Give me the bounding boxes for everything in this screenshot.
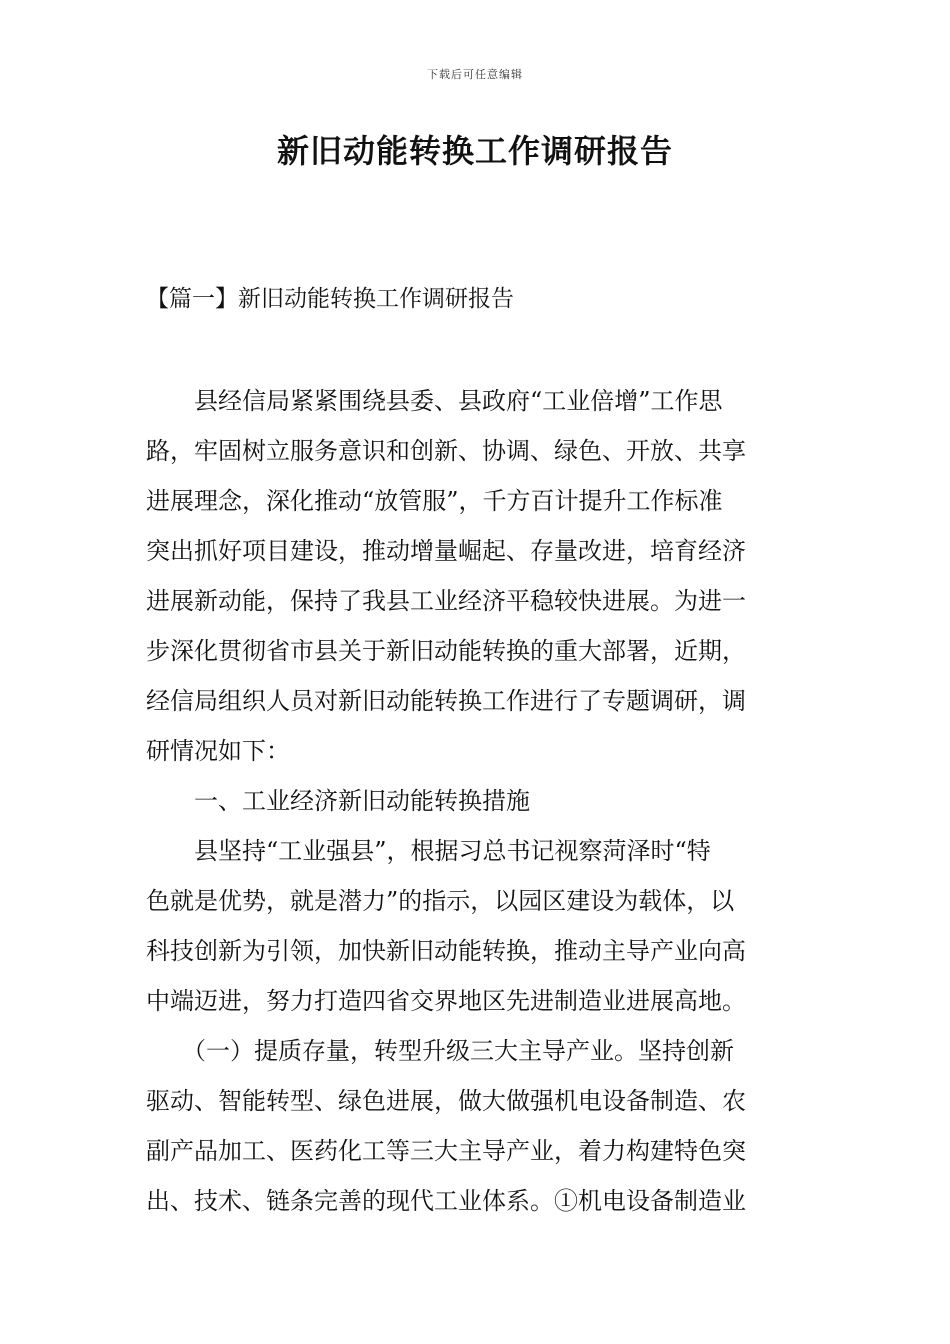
subheading-line: 一、工业经济新旧动能转换措施 <box>146 787 530 815</box>
document-title: 新旧动能转换工作调研报告 <box>276 132 673 170</box>
paragraph-3-line: （一）提质存量，转型升级三大主导产业。坚持创新 <box>146 1037 734 1065</box>
paragraph-1-line: 研情况如下： <box>146 737 290 765</box>
paragraph-3-line: 副产品加工、医药化工等三大主导产业，着力构建特色突 <box>146 1137 746 1165</box>
header-note: 下载后可任意编辑 <box>427 68 523 81</box>
paragraph-2-line: 色就是优势，就是潜力”的指示，以园区建设为载体，以 <box>146 887 735 915</box>
section-heading: 【篇一】新旧动能转换工作调研报告 <box>146 286 514 312</box>
body-text <box>146 376 804 1226</box>
paragraph-2-line: 科技创新为引领，加快新旧动能转换，推动主导产业向高 <box>146 937 746 965</box>
paragraph-1-line: 突出抓好项目建设，推动增量崛起、存量改进，培育经济 <box>146 537 746 565</box>
paragraph-1-line: 进展理念，深化推动“放管服”，千方百计提升工作标准 <box>146 487 723 515</box>
paragraph-3-line: 驱动、智能转型、绿色进展，做大做强机电设备制造、农 <box>146 1087 746 1115</box>
paragraph-1-line: 路，牢固树立服务意识和创新、协调、绿色、开放、共享 <box>146 437 746 465</box>
paragraph-3-line: 出、技术、链条完善的现代工业体系。①机电设备制造业 <box>146 1187 746 1215</box>
paragraph-2-line: 县坚持“工业强县”，根据习总书记视察菏泽时“特 <box>146 837 711 865</box>
paragraph-2-line: 中端迈进，努力打造四省交界地区先进制造业进展高地。 <box>146 987 746 1015</box>
paragraph-1-line: 县经信局紧紧围绕县委、县政府“工业倍增”工作思 <box>146 387 723 415</box>
paragraph-1-line: 进展新动能，保持了我县工业经济平稳较快进展。为进一 <box>146 587 746 615</box>
paragraph-1-line: 经信局组织人员对新旧动能转换工作进行了专题调研，调 <box>146 687 746 715</box>
paragraph-1-line: 步深化贯彻省市县关于新旧动能转换的重大部署，近期， <box>146 637 746 665</box>
